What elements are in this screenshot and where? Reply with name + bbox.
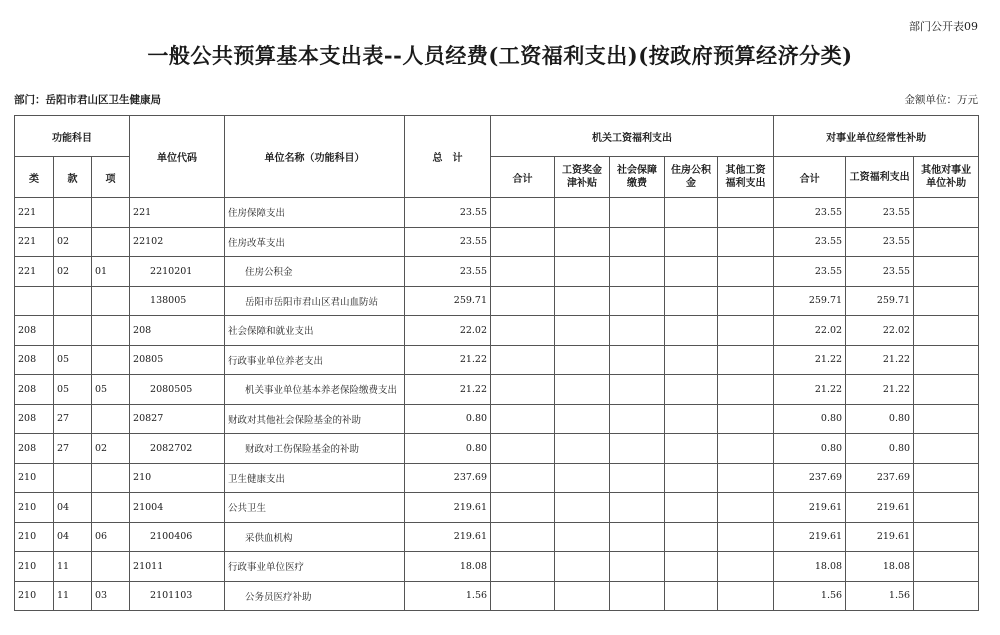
header-xiang: 项: [92, 157, 130, 198]
inst-subtotal-cell: 0.80: [774, 404, 846, 434]
org-bonus-cell: [555, 552, 610, 582]
lei-cell: 221: [15, 198, 54, 228]
header-lei: 类: [15, 157, 54, 198]
org-other-cell: [718, 198, 774, 228]
org-subtotal-cell: [491, 286, 555, 316]
lei-cell: 208: [15, 375, 54, 405]
org-subtotal-cell: [491, 552, 555, 582]
xiang-cell: [92, 286, 130, 316]
table-body: [15, 198, 979, 611]
org-bonus-cell: [555, 257, 610, 287]
org-housing-cell: [665, 434, 718, 464]
header-kuan: 款: [54, 157, 92, 198]
inst-wage-cell: 23.55: [846, 227, 914, 257]
org-other-cell: [718, 257, 774, 287]
xiang-cell: [92, 404, 130, 434]
org-housing-cell: [665, 316, 718, 346]
total-cell: 237.69: [405, 463, 491, 493]
org-bonus-cell: [555, 345, 610, 375]
inst-subtotal-cell: 237.69: [774, 463, 846, 493]
form-number: 部门公开表09: [909, 20, 978, 33]
org-subtotal-cell: [491, 404, 555, 434]
unit-code-cell: 2082702: [130, 434, 225, 464]
org-subtotal-cell: [491, 434, 555, 464]
kuan-cell: 11: [54, 552, 92, 582]
unit-name-cell: 财政对其他社会保险基金的补助: [225, 404, 405, 434]
header-org-other: 其他工资福利支出: [718, 157, 774, 198]
page-title: 一般公共预算基本支出表--人员经费(工资福利支出)(按政府预算经济分类): [147, 43, 853, 68]
org-bonus-cell: [555, 227, 610, 257]
unit-name-cell: 住房保障支出: [225, 198, 405, 228]
total-cell: 23.55: [405, 257, 491, 287]
inst-other-cell: [914, 198, 979, 228]
inst-wage-cell: 21.22: [846, 345, 914, 375]
inst-wage-cell: 0.80: [846, 404, 914, 434]
unit-name-cell: 机关事业单位基本养老保险缴费支出: [225, 375, 405, 405]
org-housing-cell: [665, 375, 718, 405]
unit-code-cell: 21011: [130, 552, 225, 582]
org-subtotal-cell: [491, 227, 555, 257]
lei-cell: 221: [15, 227, 54, 257]
kuan-cell: [54, 286, 92, 316]
org-bonus-cell: [555, 581, 610, 611]
header-org-subtotal: 合计: [491, 157, 555, 198]
header-inst-group: 对事业单位经常性补助: [774, 116, 979, 157]
org-housing-cell: [665, 345, 718, 375]
inst-subtotal-cell: 219.61: [774, 493, 846, 523]
inst-wage-cell: 237.69: [846, 463, 914, 493]
total-cell: 219.61: [405, 522, 491, 552]
total-cell: 22.02: [405, 316, 491, 346]
unit-code-cell: 2080505: [130, 375, 225, 405]
kuan-cell: 04: [54, 493, 92, 523]
lei-cell: 210: [15, 552, 54, 582]
kuan-cell: [54, 463, 92, 493]
org-subtotal-cell: [491, 463, 555, 493]
org-other-cell: [718, 463, 774, 493]
org-bonus-cell: [555, 522, 610, 552]
org-social-cell: [610, 286, 665, 316]
inst-other-cell: [914, 345, 979, 375]
lei-cell: 208: [15, 434, 54, 464]
org-other-cell: [718, 286, 774, 316]
unit-name-cell: 采供血机构: [225, 522, 405, 552]
unit-name-cell: 住房公积金: [225, 257, 405, 287]
unit-name-cell: 岳阳市岳阳市君山区君山血防站: [225, 286, 405, 316]
xiang-cell: 03: [92, 581, 130, 611]
total-cell: 0.80: [405, 434, 491, 464]
unit-code-cell: 2100406: [130, 522, 225, 552]
total-cell: 0.80: [405, 404, 491, 434]
total-cell: 23.55: [405, 198, 491, 228]
xiang-cell: 06: [92, 522, 130, 552]
org-social-cell: [610, 522, 665, 552]
header-total: 总 计: [405, 116, 491, 198]
lei-cell: 208: [15, 404, 54, 434]
org-housing-cell: [665, 227, 718, 257]
org-subtotal-cell: [491, 375, 555, 405]
org-subtotal-cell: [491, 345, 555, 375]
table-row: [15, 463, 979, 493]
unit-code-cell: 20805: [130, 345, 225, 375]
inst-subtotal-cell: 22.02: [774, 316, 846, 346]
inst-subtotal-cell: 0.80: [774, 434, 846, 464]
header-inst-wage: 工资福利支出: [846, 157, 914, 198]
org-housing-cell: [665, 286, 718, 316]
inst-wage-cell: 1.56: [846, 581, 914, 611]
org-other-cell: [718, 316, 774, 346]
org-social-cell: [610, 345, 665, 375]
unit-name-cell: 公共卫生: [225, 493, 405, 523]
inst-wage-cell: 22.02: [846, 316, 914, 346]
kuan-cell: 04: [54, 522, 92, 552]
xiang-cell: [92, 316, 130, 346]
inst-subtotal-cell: 1.56: [774, 581, 846, 611]
org-other-cell: [718, 404, 774, 434]
org-social-cell: [610, 581, 665, 611]
xiang-cell: [92, 345, 130, 375]
unit-name-cell: 卫生健康支出: [225, 463, 405, 493]
org-bonus-cell: [555, 493, 610, 523]
org-social-cell: [610, 434, 665, 464]
org-other-cell: [718, 552, 774, 582]
org-other-cell: [718, 493, 774, 523]
unit-name-cell: 住房改革支出: [225, 227, 405, 257]
lei-cell: 210: [15, 463, 54, 493]
org-subtotal-cell: [491, 522, 555, 552]
inst-wage-cell: 23.55: [846, 198, 914, 228]
org-social-cell: [610, 463, 665, 493]
inst-other-cell: [914, 493, 979, 523]
org-other-cell: [718, 345, 774, 375]
org-housing-cell: [665, 198, 718, 228]
org-other-cell: [718, 581, 774, 611]
org-bonus-cell: [555, 434, 610, 464]
org-social-cell: [610, 257, 665, 287]
org-housing-cell: [665, 257, 718, 287]
org-social-cell: [610, 404, 665, 434]
department-label: 部门：岳阳市君山区卫生健康局: [14, 94, 161, 106]
org-social-cell: [610, 552, 665, 582]
kuan-cell: 02: [54, 227, 92, 257]
budget-table: [14, 115, 979, 611]
inst-other-cell: [914, 434, 979, 464]
table-row: [15, 316, 979, 346]
kuan-cell: [54, 198, 92, 228]
lei-cell: 210: [15, 493, 54, 523]
total-cell: 23.55: [405, 227, 491, 257]
xiang-cell: [92, 552, 130, 582]
unit-name-cell: 公务员医疗补助: [225, 581, 405, 611]
header-unit-name: 单位名称（功能科目）: [225, 116, 405, 198]
lei-cell: 210: [15, 522, 54, 552]
inst-subtotal-cell: 23.55: [774, 198, 846, 228]
org-subtotal-cell: [491, 316, 555, 346]
org-social-cell: [610, 227, 665, 257]
table-row: [15, 257, 979, 287]
total-cell: 219.61: [405, 493, 491, 523]
org-subtotal-cell: [491, 257, 555, 287]
org-other-cell: [718, 434, 774, 464]
unit-name-cell: 社会保障和就业支出: [225, 316, 405, 346]
org-bonus-cell: [555, 198, 610, 228]
lei-cell: 210: [15, 581, 54, 611]
org-other-cell: [718, 375, 774, 405]
inst-subtotal-cell: 18.08: [774, 552, 846, 582]
inst-other-cell: [914, 404, 979, 434]
org-social-cell: [610, 316, 665, 346]
xiang-cell: 02: [92, 434, 130, 464]
amount-unit-label: 金额单位：万元: [904, 94, 978, 106]
header-unit-code: 单位代码: [130, 116, 225, 198]
table-row: [15, 227, 979, 257]
inst-subtotal-cell: 219.61: [774, 522, 846, 552]
inst-wage-cell: 219.61: [846, 493, 914, 523]
org-housing-cell: [665, 463, 718, 493]
unit-code-cell: 2101103: [130, 581, 225, 611]
lei-cell: 221: [15, 257, 54, 287]
inst-wage-cell: 0.80: [846, 434, 914, 464]
table-row: [15, 434, 979, 464]
table-row: [15, 198, 979, 228]
header-inst-other: 其他对事业单位补助: [914, 157, 979, 198]
kuan-cell: 02: [54, 257, 92, 287]
inst-other-cell: [914, 375, 979, 405]
header-org-social: 社会保障缴费: [610, 157, 665, 198]
kuan-cell: 27: [54, 404, 92, 434]
kuan-cell: [54, 316, 92, 346]
unit-name-cell: 财政对工伤保险基金的补助: [225, 434, 405, 464]
inst-subtotal-cell: 259.71: [774, 286, 846, 316]
inst-wage-cell: 21.22: [846, 375, 914, 405]
inst-wage-cell: 259.71: [846, 286, 914, 316]
header-org-group: 机关工资福利支出: [491, 116, 774, 157]
org-other-cell: [718, 227, 774, 257]
table-row: [15, 522, 979, 552]
total-cell: 21.22: [405, 375, 491, 405]
org-social-cell: [610, 493, 665, 523]
table-row: [15, 375, 979, 405]
lei-cell: [15, 286, 54, 316]
inst-subtotal-cell: 21.22: [774, 375, 846, 405]
header-inst-subtotal: 合计: [774, 157, 846, 198]
inst-other-cell: [914, 581, 979, 611]
inst-wage-cell: 18.08: [846, 552, 914, 582]
lei-cell: 208: [15, 345, 54, 375]
xiang-cell: [92, 463, 130, 493]
org-subtotal-cell: [491, 493, 555, 523]
org-bonus-cell: [555, 404, 610, 434]
header-func-subject: 功能科目: [15, 116, 130, 157]
total-cell: 259.71: [405, 286, 491, 316]
unit-name-cell: 行政事业单位养老支出: [225, 345, 405, 375]
xiang-cell: [92, 227, 130, 257]
org-subtotal-cell: [491, 581, 555, 611]
inst-other-cell: [914, 463, 979, 493]
table-row: [15, 581, 979, 611]
header-org-housing: 住房公积金: [665, 157, 718, 198]
unit-name-cell: 行政事业单位医疗: [225, 552, 405, 582]
unit-code-cell: 221: [130, 198, 225, 228]
unit-code-cell: 21004: [130, 493, 225, 523]
kuan-cell: 27: [54, 434, 92, 464]
total-cell: 21.22: [405, 345, 491, 375]
inst-other-cell: [914, 257, 979, 287]
org-housing-cell: [665, 404, 718, 434]
table-row: [15, 552, 979, 582]
org-bonus-cell: [555, 375, 610, 405]
org-housing-cell: [665, 522, 718, 552]
org-subtotal-cell: [491, 198, 555, 228]
table-row: [15, 493, 979, 523]
inst-other-cell: [914, 316, 979, 346]
org-housing-cell: [665, 581, 718, 611]
unit-code-cell: 2210201: [130, 257, 225, 287]
total-cell: 1.56: [405, 581, 491, 611]
header-org-bonus: 工资奖金津补贴: [555, 157, 610, 198]
unit-code-cell: 138005: [130, 286, 225, 316]
xiang-cell: 05: [92, 375, 130, 405]
xiang-cell: [92, 493, 130, 523]
inst-wage-cell: 23.55: [846, 257, 914, 287]
org-housing-cell: [665, 552, 718, 582]
inst-subtotal-cell: 21.22: [774, 345, 846, 375]
table-row: [15, 286, 979, 316]
unit-code-cell: 20827: [130, 404, 225, 434]
xiang-cell: [92, 198, 130, 228]
unit-code-cell: 22102: [130, 227, 225, 257]
org-other-cell: [718, 522, 774, 552]
kuan-cell: 05: [54, 345, 92, 375]
inst-wage-cell: 219.61: [846, 522, 914, 552]
kuan-cell: 05: [54, 375, 92, 405]
inst-subtotal-cell: 23.55: [774, 257, 846, 287]
unit-code-cell: 210: [130, 463, 225, 493]
org-social-cell: [610, 198, 665, 228]
inst-subtotal-cell: 23.55: [774, 227, 846, 257]
total-cell: 18.08: [405, 552, 491, 582]
unit-code-cell: 208: [130, 316, 225, 346]
inst-other-cell: [914, 552, 979, 582]
inst-other-cell: [914, 227, 979, 257]
table-row: [15, 345, 979, 375]
org-bonus-cell: [555, 316, 610, 346]
xiang-cell: 01: [92, 257, 130, 287]
inst-other-cell: [914, 286, 979, 316]
org-bonus-cell: [555, 286, 610, 316]
kuan-cell: 11: [54, 581, 92, 611]
org-bonus-cell: [555, 463, 610, 493]
table-row: [15, 404, 979, 434]
inst-other-cell: [914, 522, 979, 552]
lei-cell: 208: [15, 316, 54, 346]
org-social-cell: [610, 375, 665, 405]
org-housing-cell: [665, 493, 718, 523]
